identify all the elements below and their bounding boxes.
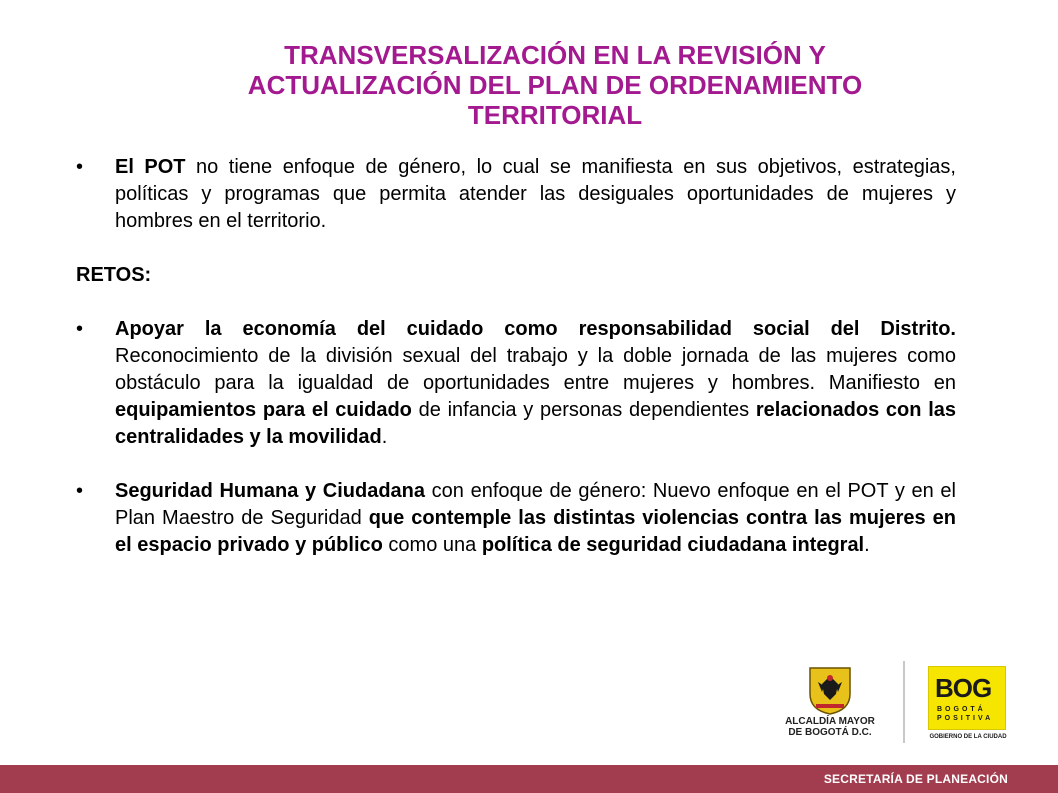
reto1-text-2: de infancia y personas dependientes — [411, 399, 756, 421]
intro-bullet — [76, 154, 956, 235]
bog-sub-2: POSITIVA — [937, 715, 994, 722]
reto1-text-3: . — [381, 426, 388, 448]
intro-text-1: no tiene enfoque de género, lo cual se manifiesta en sus objetivos, estrategias, políticas y programas que permita atender las desiguales oportunidades de mujeres y hombres en el territorio. — [115, 156, 956, 232]
bullet-icon: • — [76, 318, 84, 340]
bog-gobierno: GOBIERNO DE LA CIUDAD — [929, 734, 1007, 740]
coat-of-arms-icon — [780, 664, 880, 716]
footer-label: SECRETARÍA DE PLANEACIÓN — [823, 772, 1008, 786]
intro-bold-1: El POT — [115, 156, 186, 178]
reto2-bold-2: que contemple las distintas violencias contra las mujeres en el espacio privado y público — [115, 507, 956, 556]
bogota-positiva-logo — [926, 664, 1008, 746]
reto2-text-3: . — [864, 534, 870, 556]
logo-divider — [903, 661, 905, 743]
reto1-bold-2: equipamientos para el cuidado — [115, 399, 412, 421]
reto1-text-1: Reconocimiento de la división sexual del trabajo y la doble jornada de las mujeres como obstáculo para la igualdad de oportunidades entre mujeres y hombres. Manifiesto en — [115, 345, 956, 394]
reto1-bold-1: Apoyar la economía del cuidado como responsabilidad social del Distrito. — [115, 318, 956, 340]
bog-subtitle — [937, 705, 993, 723]
bog-sub-1: BOGOTÁ — [937, 706, 986, 713]
title-line-2: ACTUALIZACIÓN DEL PLAN DE ORDENAMIENTO — [247, 70, 863, 100]
reto2-text-1: con enfoque de género: Nuevo enfoque en el POT y en el Plan Maestro de Seguridad — [115, 480, 956, 529]
slide-body — [76, 154, 956, 559]
footer-bar — [0, 765, 1058, 793]
alcaldia-logo — [780, 664, 880, 746]
reto-bullet-2 — [76, 478, 956, 559]
title-line-3: TERRITORIAL — [467, 100, 643, 130]
page-title — [150, 40, 960, 130]
reto-bullet-1 — [76, 316, 956, 451]
reto2-bold-3: política de seguridad ciudadana integral — [481, 534, 865, 556]
alcaldia-line-2: DE BOGOTÁ D.C. — [788, 727, 872, 738]
reto2-text-2: como una — [382, 534, 482, 556]
reto1-bold-3: relacionados con las centralidades y la movilidad — [115, 399, 956, 448]
reto2-bold-1: Seguridad Humana y Ciudadana — [115, 480, 426, 502]
retos-heading: RETOS: — [76, 264, 152, 286]
bullet-icon: • — [76, 156, 84, 178]
title-line-1: TRANSVERSALIZACIÓN EN LA REVISIÓN Y — [284, 40, 826, 70]
bog-word: BOG — [935, 673, 992, 703]
alcaldia-line-1: ALCALDÍA MAYOR — [785, 716, 875, 727]
bullet-icon: • — [76, 480, 84, 502]
bog-box — [928, 666, 1006, 730]
